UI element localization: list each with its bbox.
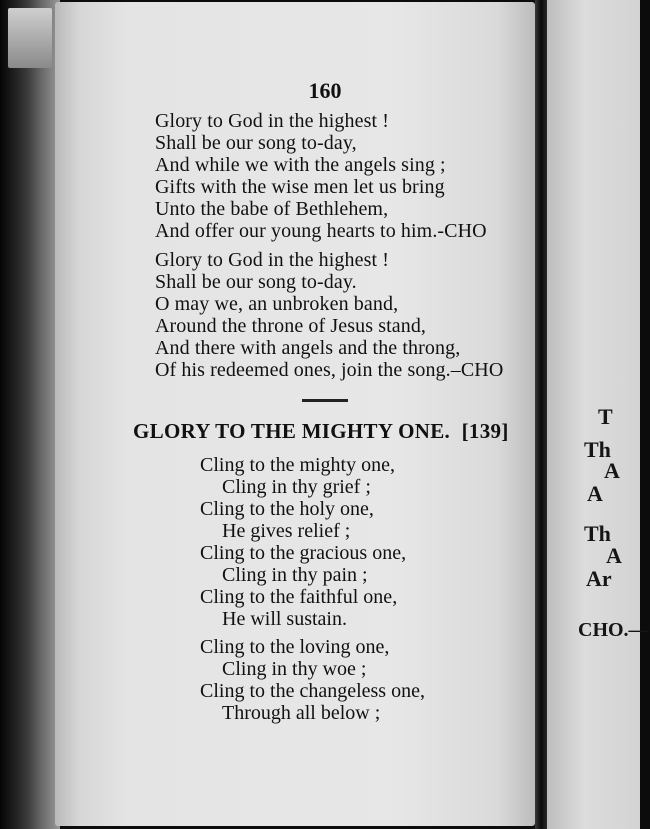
hymn-line: Cling to the changeless one, (200, 680, 425, 702)
hymn-line: He will sustain. (222, 608, 347, 630)
verse-line: O may we, an unbroken band, (155, 293, 399, 315)
hymn-line: Through all below ; (222, 702, 381, 724)
facing-page (547, 0, 640, 829)
facing-fragment: T (598, 404, 613, 429)
verse-line: Glory to God in the highest ! (155, 110, 389, 132)
verse-line: Shall be our song to-day, (155, 132, 357, 154)
binding-edge (8, 8, 52, 68)
book-binding (0, 0, 60, 829)
facing-fragment: A (606, 543, 622, 568)
facing-fragment: A (604, 458, 620, 483)
facing-fragment: Th (584, 521, 611, 546)
hymn-line: Cling in thy woe ; (222, 658, 367, 680)
hymn-line: Cling in thy pain ; (222, 564, 368, 586)
hymn-line: Cling in thy grief ; (222, 476, 371, 498)
facing-fragment: CHO.— (578, 619, 649, 641)
verse-line: And while we with the angels sing ; (155, 154, 446, 176)
song-title-text: GLORY TO THE MIGHTY ONE. (133, 419, 451, 443)
hymn-number: [139] (461, 419, 509, 443)
verse-line: Around the throne of Jesus stand, (155, 315, 427, 337)
hymn-line: Cling to the holy one, (200, 498, 374, 520)
section-divider (302, 399, 348, 402)
facing-fragment: Ar (586, 566, 612, 591)
verse-line: Shall be our song to-day. (155, 271, 357, 293)
verse-line: And there with angels and the throng, (155, 337, 461, 359)
hymn-line: Cling to the mighty one, (200, 454, 395, 476)
hymn-line: Cling to the faithful one, (200, 586, 398, 608)
verse-line: And offer our young hearts to him.-CHO (155, 220, 487, 242)
verse-line: Gifts with the wise men let us bring (155, 176, 445, 198)
book-gutter (535, 0, 547, 829)
facing-fragment: A (587, 481, 603, 506)
verse-line: Unto the babe of Bethlehem, (155, 198, 389, 220)
hymn-line: Cling to the loving one, (200, 636, 390, 658)
facing-fragment: Th (584, 437, 611, 462)
hymn-line: He gives relief ; (222, 520, 351, 542)
verse-line: Of his redeemed ones, join the song.–CHO (155, 359, 504, 381)
song-title (133, 419, 509, 444)
verse-line: Glory to God in the highest ! (155, 249, 389, 271)
hymn-line: Cling to the gracious one, (200, 542, 407, 564)
page-number: 160 (308, 78, 342, 103)
